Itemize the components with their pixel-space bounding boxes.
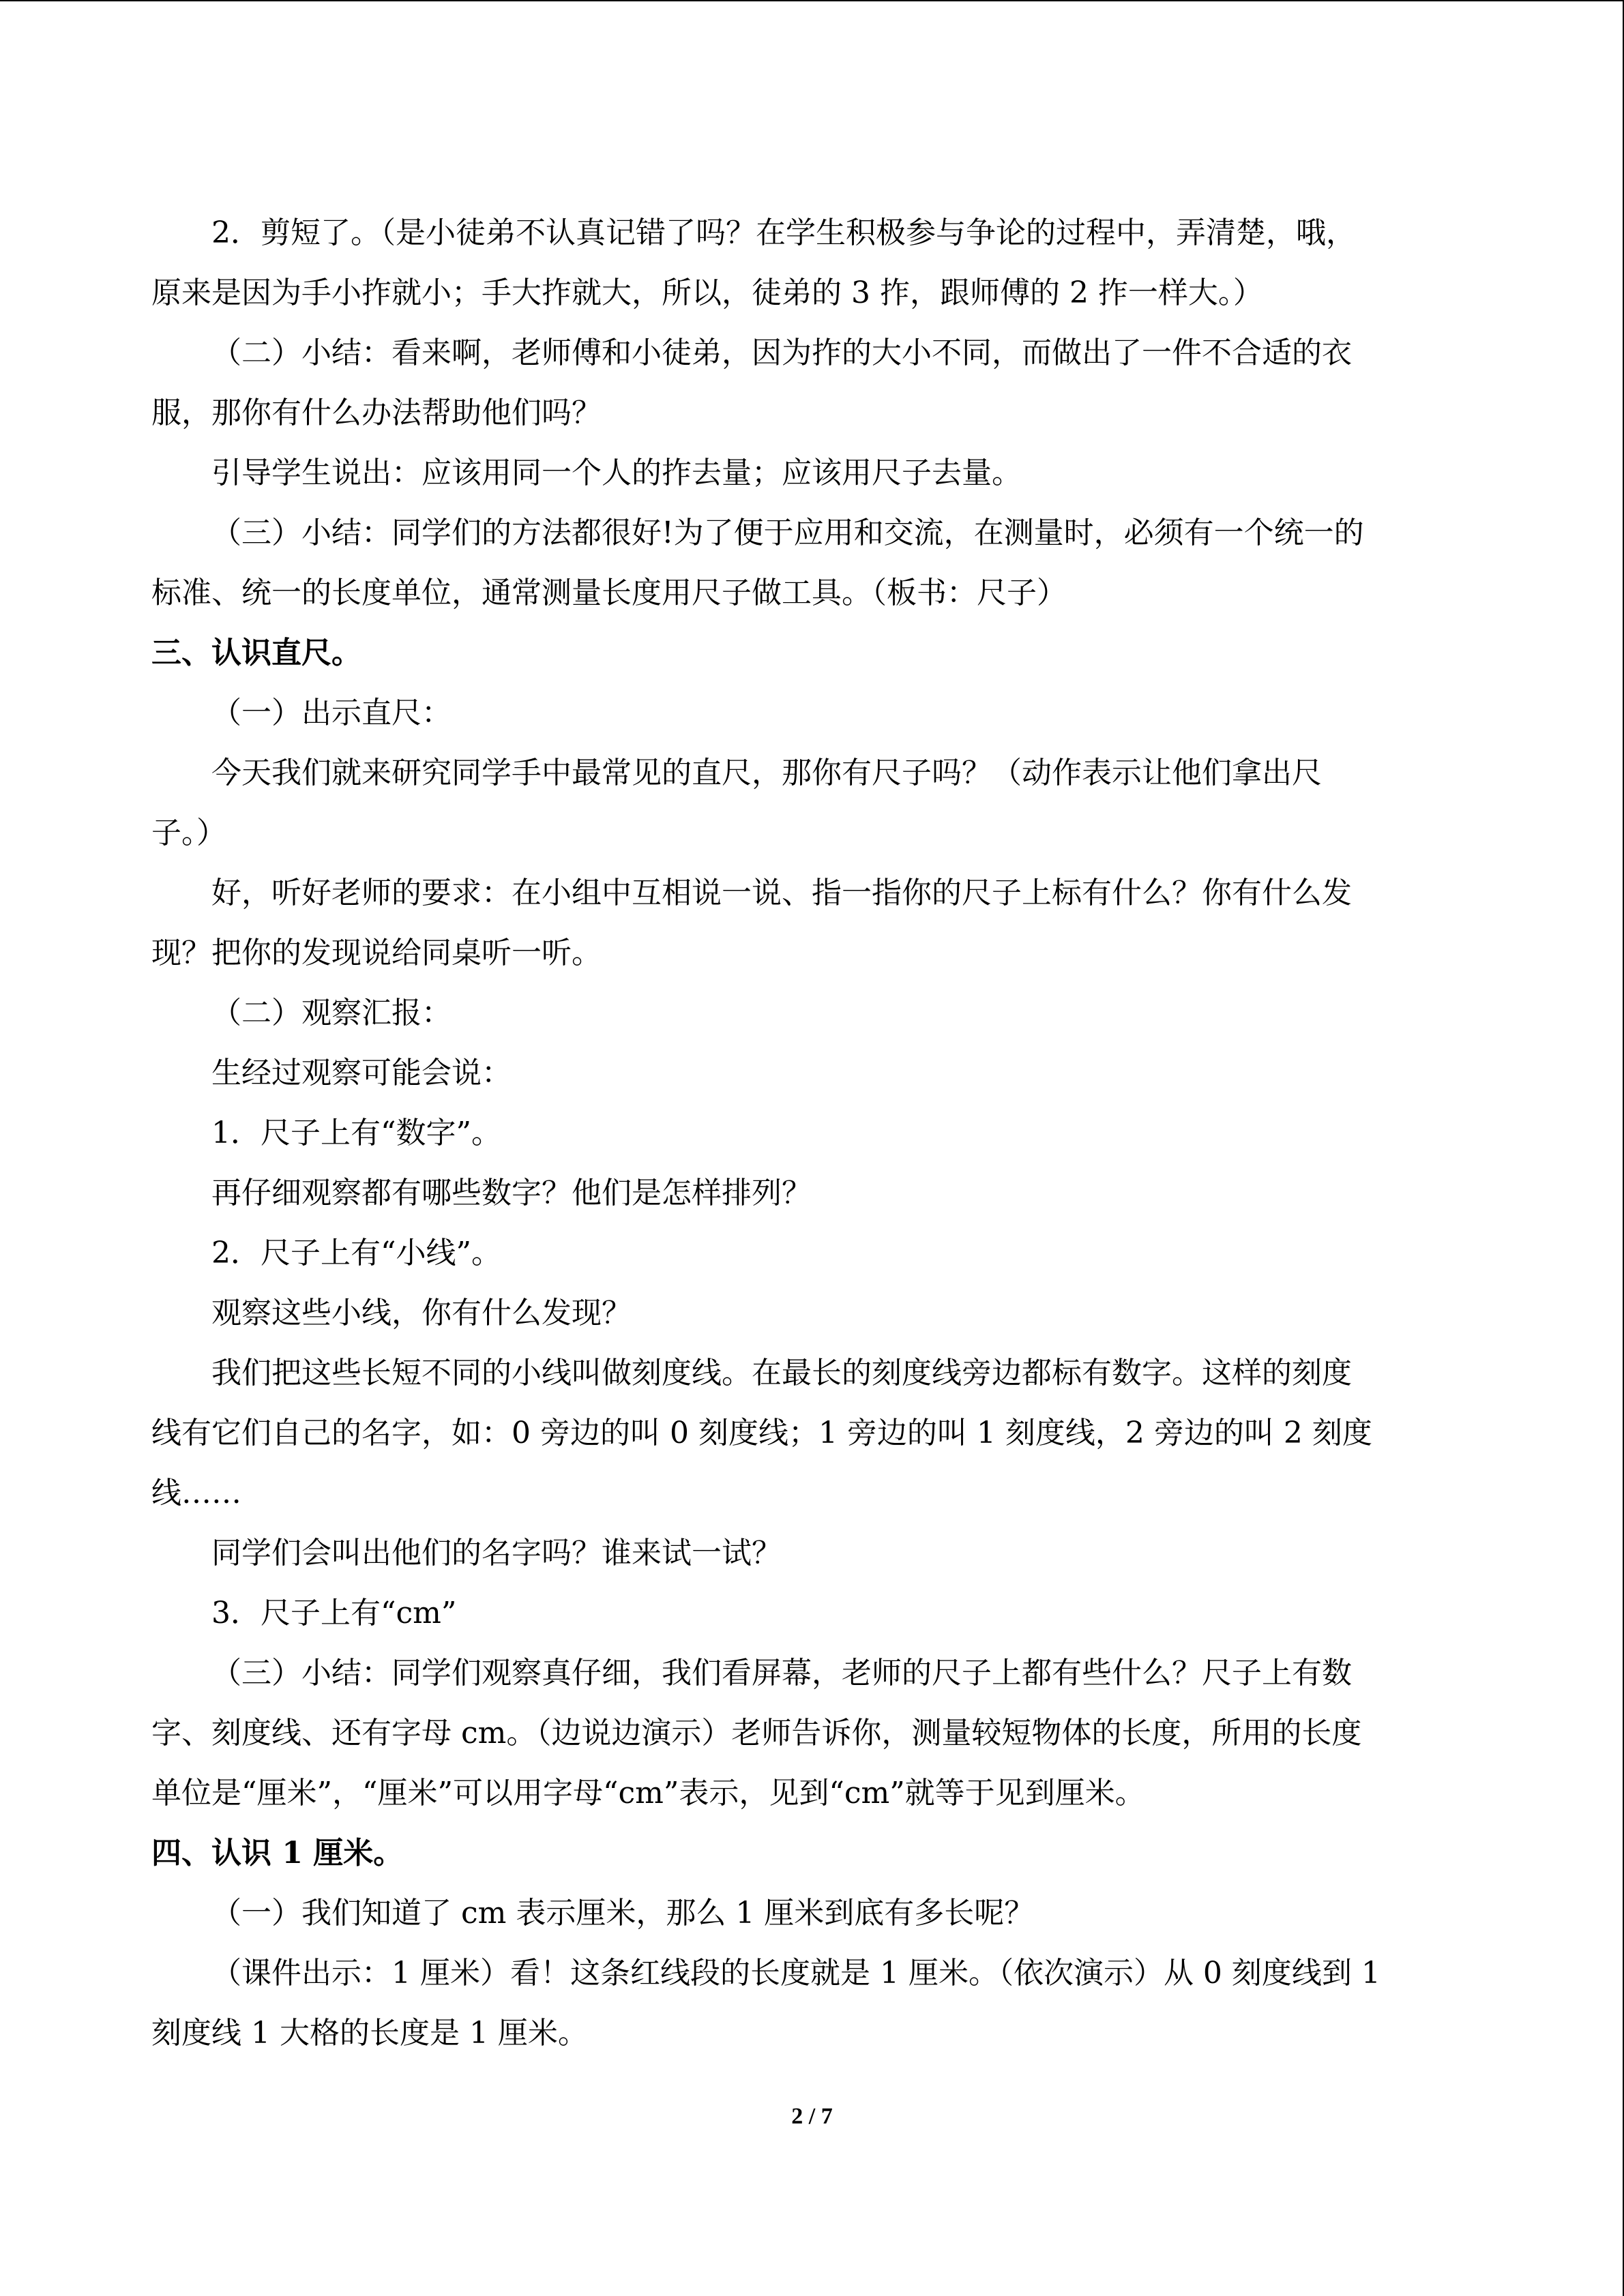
text-line: 服，那你有什么办法帮助他们吗？: [151, 396, 602, 430]
section-heading: 三、认识直尺。: [151, 636, 361, 670]
text-line: 子。）: [151, 816, 226, 850]
page-number: 2 / 7: [791, 2104, 833, 2129]
text-line: 单位是“厘米”，“厘米”可以用字母“cm”表示，见到“cm”就等于见到厘米。: [151, 1776, 1145, 1810]
text-line: 线……: [151, 1476, 241, 1510]
text-line: （三）小结：同学们观察真仔细，我们看屏幕，老师的尺子上都有些什么？尺子上有数: [211, 1656, 1352, 1690]
text-line: 好，听好老师的要求：在小组中互相说一说、指一指你的尺子上标有什么？你有什么发: [211, 876, 1352, 910]
text-line: （课件出示：1 厘米）看！这条红线段的长度就是 1 厘米。（依次演示）从 0 刻度线到 1: [211, 1956, 1381, 1991]
text-line: 原来是因为手小拃就小；手大拃就大，所以，徒弟的 3 拃，跟师傅的 2 拃一样大。）: [151, 275, 1263, 310]
text-line: 2．剪短了。（是小徒弟不认真记错了吗？在学生积极参与争论的过程中，弄清楚，哦，: [211, 215, 1356, 250]
text-line: 线有它们自己的名字，如：0 旁边的叫 0 刻度线；1 旁边的叫 1 刻度线，2 旁边的叫 2 刻度: [151, 1416, 1372, 1450]
text-line: （二）小结：看来啊，老师傅和小徒弟，因为拃的大小不同，而做出了一件不合适的衣: [211, 336, 1352, 370]
text-line: 我们把这些长短不同的小线叫做刻度线。在最长的刻度线旁边都标有数字。这样的刻度: [211, 1356, 1352, 1390]
text-line: （一）出示直尺：: [211, 696, 452, 730]
document-body: [151, 203, 1475, 2063]
text-line: （一）我们知道了 cm 表示厘米，那么 1 厘米到底有多长呢？: [211, 1896, 1035, 1930]
text-line: 1．尺子上有“数字”。: [211, 1116, 501, 1150]
text-line: 标准、统一的长度单位，通常测量长度用尺子做工具。（板书：尺子）: [151, 576, 1067, 610]
text-line: 字、刻度线、还有字母 cm。（边说边演示）老师告诉你，测量较短物体的长度，所用的长度: [151, 1716, 1362, 1750]
text-line: （二）观察汇报：: [211, 996, 452, 1030]
text-line: 引导学生说出：应该用同一个人的拃去量；应该用尺子去量。: [211, 456, 1022, 490]
text-line: 今天我们就来研究同学手中最常见的直尺，那你有尺子吗？（动作表示让他们拿出尺: [211, 756, 1322, 790]
text-line: 同学们会叫出他们的名字吗？谁来试一试？: [211, 1536, 782, 1570]
text-line: 现？把你的发现说给同桌听一听。: [151, 936, 602, 970]
text-line: 2．尺子上有“小线”。: [211, 1236, 501, 1270]
text-line: 再仔细观察都有哪些数字？他们是怎样排列？: [211, 1176, 812, 1210]
text-line: 刻度线 1 大格的长度是 1 厘米。: [151, 2016, 588, 2051]
section-heading: 四、认识 1 厘米。: [151, 1836, 404, 1870]
text-line: 3．尺子上有“cm”: [211, 1596, 457, 1630]
text-line: 观察这些小线，你有什么发现？: [211, 1296, 632, 1330]
text-line: （三）小结：同学们的方法都很好!为了便于应用和交流，在测量时，必须有一个统一的: [211, 516, 1364, 550]
text-line: 生经过观察可能会说：: [211, 1056, 512, 1090]
